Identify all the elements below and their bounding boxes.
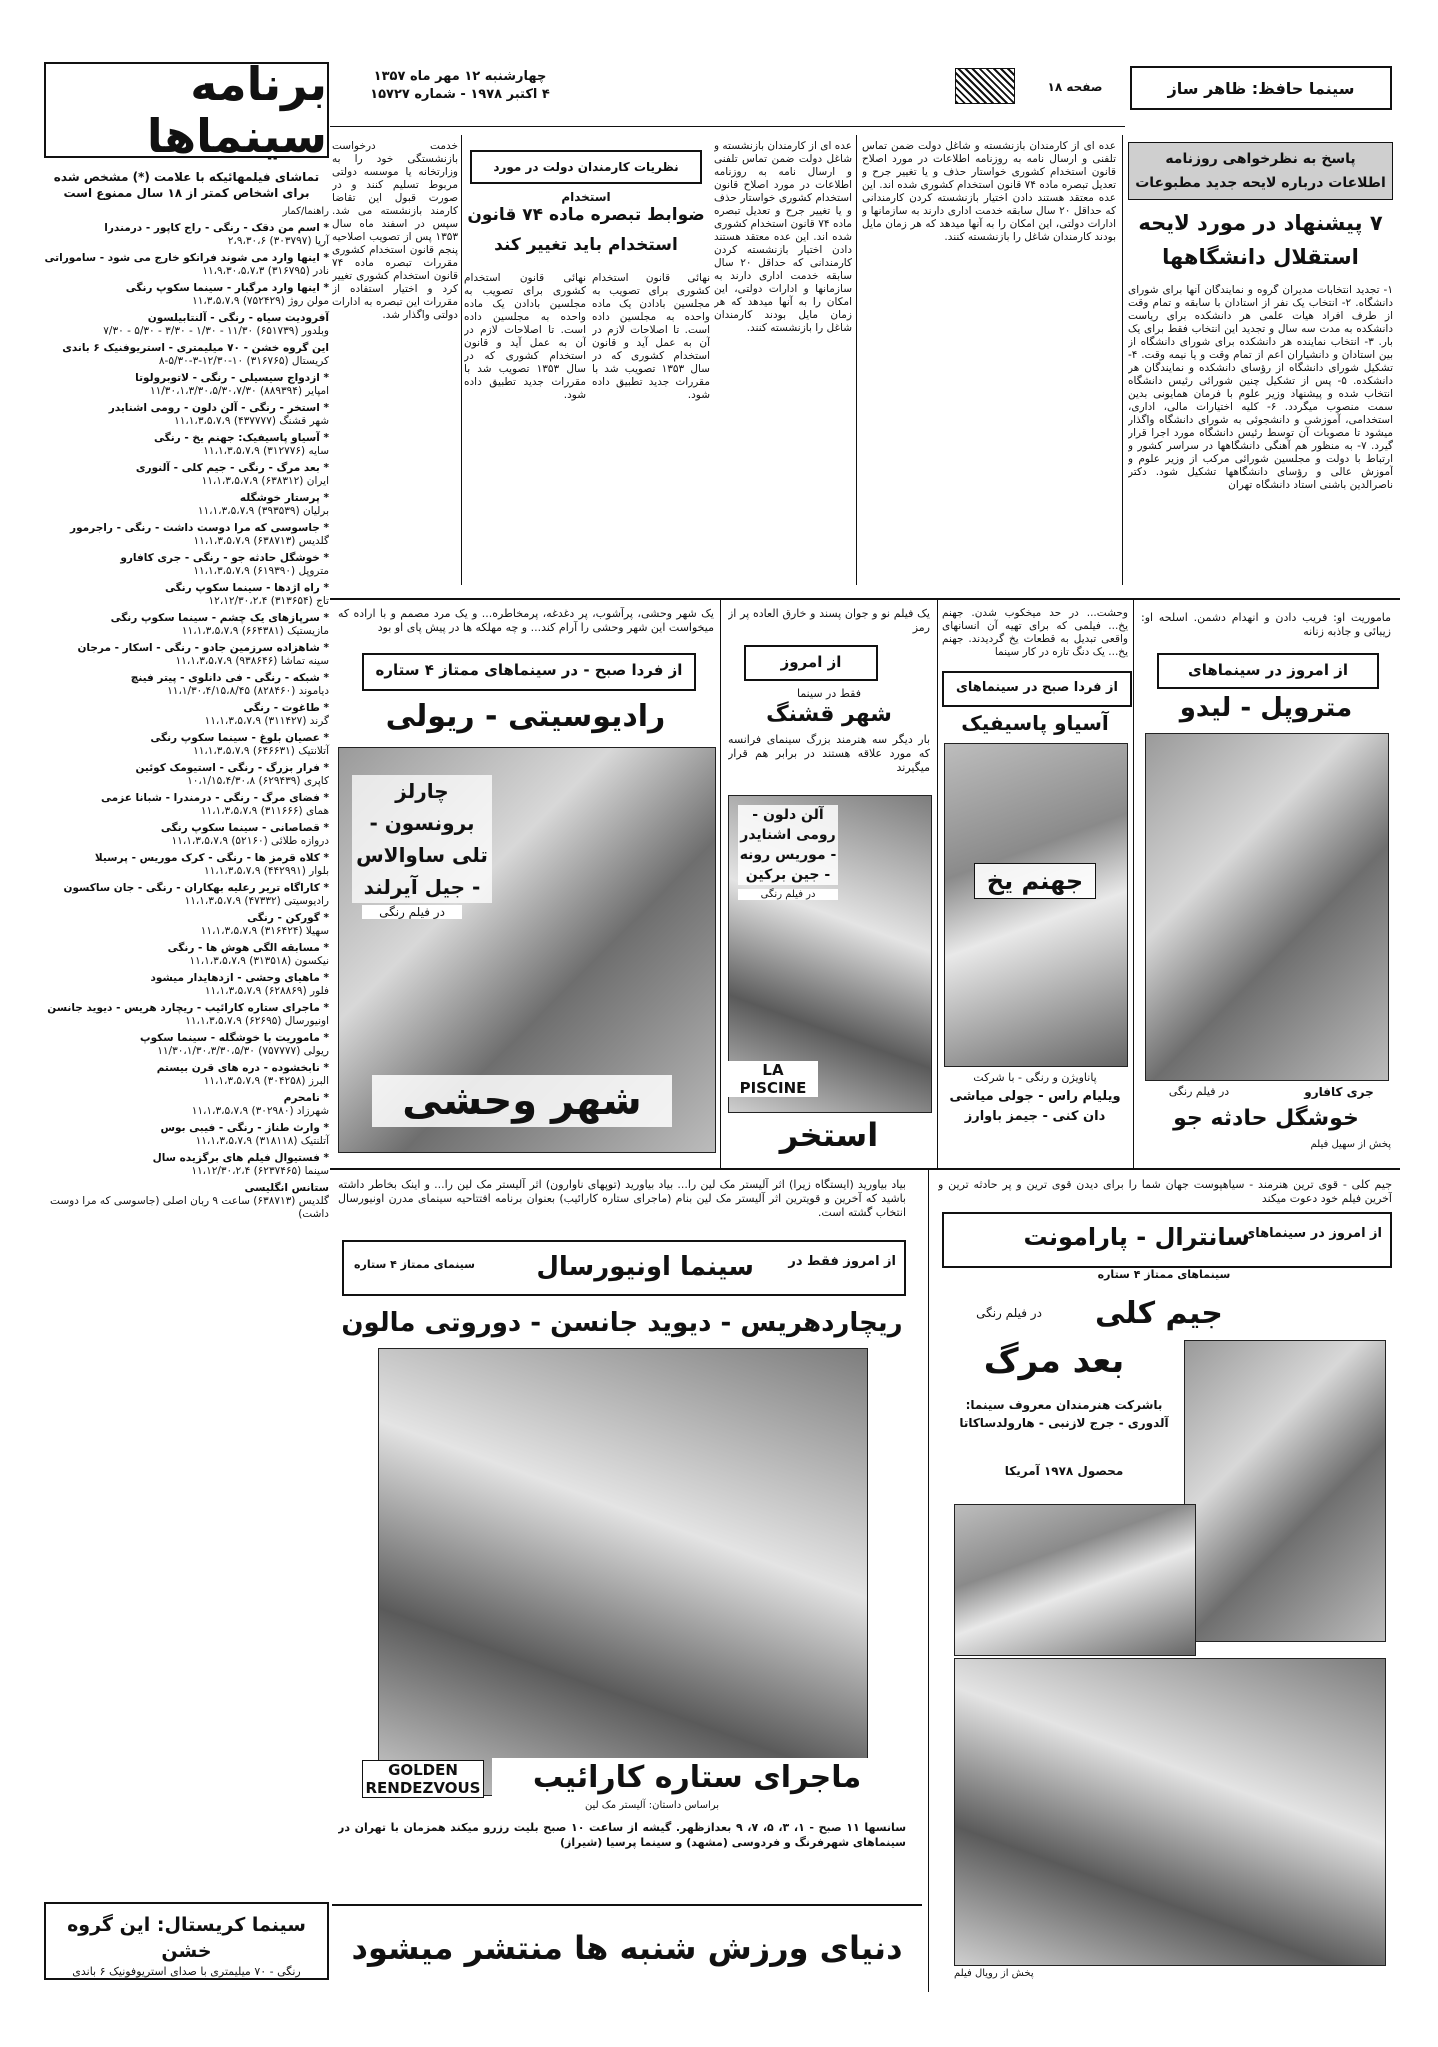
listing-showtimes: نادر (۳۱۶۷۹۵) ۱۱،۹،۳۰،۵،۷،۳ [202,265,329,277]
ad-cast: ریچاردهریس - دیوید جانسن - دوروتی مالون [341,1308,903,1338]
date-block [340,68,580,116]
listing-entry [44,342,329,368]
news-bottom-rule [330,598,1400,600]
listing-entry [44,1092,329,1118]
header-rule [330,126,1125,127]
news-column-3: عده ای از کارمندان بازنشسته و شاغل دولت ضمن تماس تلفنی و ارسال نامه به روزنامه اطلاعات در مورد اصلاح قانون استخدام کشوری خواستار حذف و یا تغییر جرح و تعدیل تبصره ماده ۷۴ قانون استخدام کشوری شده اند. این عده معتقد هستند دادن اختیار بازنشسته کردن کارمندانی که حداقل ۲۰ سال سابقه خدمت اداری دارند به سازمانها و ادارات دولتی، این امکان را به آنها میدهد که هر زمان مایل بودند کارمندان شاغل را بازنشسته کنند. [714,140,852,334]
listing-film-name: * نابخشوده - دره های قرن بیستم [156,1062,329,1074]
listing-film-name: * اینها وارد می شوند فرانکو خارج می شود - ساموراتی [44,252,329,264]
listing-showtimes: اونیورسال (۶۲۶۹۵) ۱۱،۱،۳،۵،۷،۹ [185,1015,329,1027]
ad-cinemas: متروپل - لیدو [1179,693,1353,723]
listing-film-name: * کاراگاه تریر رعلیه بهکاران - رنگی - جان ساکسون [63,882,329,894]
ad-banner: از امروز فقط در [788,1254,896,1269]
listing-film-name: * پرستار خوشگله [239,492,329,504]
listing-entry [44,732,329,758]
listing-showtimes: فلور (۶۲۸۸۶۹) ۱۱،۱،۳،۵،۷،۹ [204,985,329,997]
ad-cast: آلن دلون - رومی اشنایدر - موریس رونه - جین برکین [739,807,837,883]
ad-intro: وحشت... در حد میخکوب شدن. جهنم یخ... فیلمی که برای تهیه آن انسانهای واقعی تبدیل به قطعات یخ گردیدند. جهنم یخ... یک دنگ تازه در کار سینما [942,607,1128,658]
ad-asia-pacific [940,605,1130,1165]
listing-entry [44,1032,329,1058]
ad-intro: جیم کلی - قوی ترین هنرمند - سیاهپوست جهان شما را برای دیدن قوی ترین و پر حادثه ترین و آخرین فیلم خود دعوت میکند [938,1178,1392,1205]
ad-showtimes: سانسها ۱۱ صبح - ۱، ۳، ۵، ۷، ۹ بعدازظهر. گیشه از ساعت ۱۰ صبح بلیت رزرو میکند همزمان با تهران در سینماهای شهرفرنگ و فردوسی (مشهد) و سینما پرسیا (شیراز) [338,1821,906,1849]
ad-banner: از امروز [744,645,878,681]
listing-film-name: * ماجرای ستاره کارائیب - ریچارد هریس - دیوید جانسن [47,1002,329,1014]
ad-color-note: در فیلم رنگی [976,1306,1042,1320]
listing-film-name: * قصاصانی - سینما سکوپ رنگی [160,822,329,834]
cinema-note-box [1130,66,1392,110]
ad-fr-title: LA PISCINE [728,1061,818,1097]
listing-film-name: * راه اژدها - سینما سکوپ رنگی [164,582,329,594]
column-rule [461,135,462,585]
ad-shahr-ghashang [724,605,934,1165]
ad-film-title: استخر [779,1116,879,1154]
listing-film-name: آفرودیت سیاه - رنگی - آلنتابیلسون [147,312,329,324]
listing-film-name: * آسیاو پاسیفیک: جهنم یخ - رنگی [154,432,329,444]
listing-showtimes: گرند (۳۱۱۴۲۷) ۱۱،۱،۳،۵،۷،۹ [204,715,329,727]
ad-photo-action [378,1348,868,1796]
masthead-title: برنامه سینماها [146,57,327,163]
column-rule [937,600,938,1170]
ad-photo-fighter [1184,1340,1386,1642]
ad-photo-cast [954,1504,1196,1656]
listing-film-name: * شاهزاده سرزمین جادو - رنگی - اسکار - مرجان [77,642,329,654]
ad-cinemas: رادیوسیتی - ریولی [385,699,666,734]
news-column-2: عده ای از کارمندان بازنشسته و شاغل دولت ضمن تماس تلفنی و ارسال نامه به روزنامه اطلاعات در مورد اصلاح قانون استخدام کشوری خواستار حذف و یا تغییر جرح و تعدیل تبصره ماده ۷۴ قانون استخدام کشوری شده اند. این عده معتقد هستند دادن اختیار بازنشسته کردن کارمندانی که حداقل ۲۰ سال سابقه خدمت اداری دارند به سازمانها و ادارات دولتی، این امکان را به آنها میدهد که هر زمان مایل بودند کارمندان شاغل را بازنشسته کنند. [862,140,1116,243]
listing-showtimes: دروازه طلائی (۵۲۱۶۰) ۱۱،۱،۳،۵،۷،۹ [171,835,329,847]
listing-film-name: * فضای مرگ - رنگی - درمندرا - شبانا عزمی [101,792,329,804]
ad-color-note: در فیلم رنگی [1168,1085,1230,1098]
listing-film-name: * اسم من دقک - رنگی - راج کاپور - درمندرا [104,222,329,234]
listing-entry [44,822,329,848]
listing-showtimes: البرز (۳۰۴۲۵۸) ۱۱،۱،۳،۵،۷،۹ [203,1075,329,1087]
listing-entry [44,1002,329,1028]
listing-showtimes: شهر قشنگ (۴۳۷۷۷۷) ۱۱،۱،۳،۵،۷،۹ [174,415,329,427]
listing-film-name: * مسابقه الگی هوش ها - رنگی [167,942,329,954]
listing-showtimes: وبلدور (۶۵۱۷۳۹) ۱۱/۳۰ - ۱/۳۰ - ۳/۳۰ - ۵/۳۰ - ۷/۳۰ [103,325,329,337]
ad-cast-1: ویلیام راس - جولی میاشی [949,1089,1121,1104]
listing-film-name: * ماموریت با خوشگله - سینما سکوپ [140,1032,329,1044]
ad-color-note: در فیلم رنگی [362,905,462,919]
middle-rule [330,1168,1400,1170]
news-column-6: خدمت درخواست بازنشستگی خود را به وزارتخانه یا موسسه دولتی مربوط تسلیم کنند و در صورت قبول این تقاضا کارمند بازنشسته می شد. سپس در اسفند ماه سال ۱۳۵۳ پس از تصویب اصلاحیه پنجم قانون استخدام کشوری مقررات تبصره ماده ۷۴ قانون استخدام کشوری تغییر کرد و اختیار استفاده از مقررات این تبصره به ادارات دولتی واگذار شد. [332,140,458,321]
sidebar [44,165,329,1845]
listing-entry [44,792,329,818]
news-column-5: نهائی قانون استخدام کشوری برای تصویب به مجلسین بادادن یک ماده واحده به مجلسین داده است. تا اصلاحات لازم در آن به عمل آید و قانون استخدام کشوری که در سال ۱۳۵۳ تصویب شد با مقررات جدید تطبیق داده شود. [464,272,586,401]
ad-photo-snow [944,743,1128,1067]
column-rule [1133,600,1134,1170]
listing-film-name: * کلاه قرمز ها - رنگی - کرک موریس - پرسیلا [94,852,329,864]
date-gregorian: ۴ اکتبر ۱۹۷۸ - شماره ۱۵۷۲۷ [370,87,550,102]
ad-cinema-name: سینما اونیورسال [536,1252,754,1282]
listing-entry [44,372,329,398]
page-number: صفحه ۱۸ [1047,80,1103,94]
newspaper-logo-icon [955,68,1015,104]
listing-film-name: * ماهیای وحشی - ازدهایدار میشود [150,972,329,984]
listing-showtimes: ایران (۶۳۸۳۱۲) ۱۱،۱،۳،۵،۷،۹ [201,475,329,487]
ad-author: براساس داستان: آلیستر مک لین [584,1800,720,1811]
column-rule [856,135,857,585]
listing-showtimes: گلدیس (۶۳۸۷۱۳) ساعت ۹ ربان اصلی (جاسوسی که مرا دوست داشت) [50,1195,329,1220]
listing-showtimes: آتلنتیک (۳۱۸۱۱۸) ۱۱،۱،۳،۵،۷،۹ [195,1135,329,1147]
cinema-listing [44,222,329,1221]
ad-star: جیم کلی [1095,1296,1223,1331]
listing-showtimes: کریستال (۳۱۶۷۶۵) ۱۰-۱۲/۳۰-۳-۵/۳۰-۸ [158,355,329,367]
ad-film-title: بعد مرگ [983,1341,1125,1381]
listing-showtimes: مازیستیک (۶۶۴۳۸۱) ۱۱،۱،۳،۵،۷،۹ [181,625,329,637]
listing-entry [44,252,329,278]
sports-text: دنیای ورزش شنبه ها منتشر میشود [351,1929,903,1967]
listing-film-name: * نامحرم [283,1092,329,1104]
listing-entry [44,492,329,518]
ad-intro: بیاد بیاورید (ایستگاه زیرا) اثر آلیستر مک لین را... بیاد بیاورید (توپهای ناوارون) اثر آلیستر مک لین را... و اینک بخاطر داشته باشید که آخرین و قویترین اثر آلیستر مک لین بنام (ماجرای ستاره کارائیب) بعنوان برنامه افتتاحیه سینمای مدرن اونیورسال انتخاب گشته است. [338,1178,906,1219]
listing-entry [44,672,329,698]
ad-banner: از امروز در سینماهای [1243,1226,1382,1241]
listing-film-name: * خوشگل حادثه جو - رنگی - جری کافارو [120,552,329,564]
ad-year: محصول ۱۹۷۸ آمریکا [1004,1464,1124,1478]
listing-entry [44,612,329,638]
listing-entry [44,912,329,938]
cinema-note: سینما حافظ: ظاهر ساز [1167,78,1355,98]
listing-showtimes: آریا (۳۰۳۷۹۷) ۲،۹،۳۰،۶ [227,235,329,247]
listing-showtimes: نیکسون (۳۱۳۵۱۸) ۱۱،۱،۳،۵،۷،۹ [189,955,329,967]
listing-entry [44,432,329,458]
ad-distributor: پخش از رویال فیلم [954,1968,1034,1979]
main-headline: ۷ پیشنهاد در مورد لایحه استقلال دانشگاهها [1138,211,1383,269]
news-box-kicker: نظریات کارمندان دولت در مورد استخدام [470,150,702,184]
ad-sports [332,1904,922,1990]
ad-radio-city [332,605,719,1165]
ad-credits: باشرکت هنرمندان معروف سینما: آلدوری - جرج لازنبی - هارولدساکاتا [959,1398,1169,1430]
ad-en-title-2: RENDEZVOUS [365,1779,481,1797]
listing-entry [44,282,329,308]
listing-entry [44,702,329,728]
listing-entry [44,1062,329,1088]
listing-film-name: * اینها وارد مرگبار - سینما سکوپ رنگی [125,282,329,294]
listing-entry [44,1122,329,1148]
ad-cinemas: آسیاو پاسیفیک [961,711,1109,735]
listing-entry [44,582,329,608]
listing-showtimes: برلیان (۳۹۳۵۳۹) ۱۱،۱،۳،۵،۷،۹ [197,505,329,517]
ad-cinemas: سانترال - پارامونت [1023,1223,1250,1251]
listing-film-name: * شبکه - رنگی - فی دانلوی - پیتر فینچ [130,672,329,684]
date-persian: چهارشنبه ۱۲ مهر ماه ۱۳۵۷ [373,69,547,84]
listing-showtimes: شهرزاد (۳۰۲۹۸۰) ۱۱،۱،۳،۵،۷،۹ [191,1105,329,1117]
listing-entry [44,552,329,578]
ad-cast: چارلز برونسون - تلی ساوالاس - جیل آیرلند [352,775,492,903]
listing-film-name: * عصیان بلوغ - سینما سکوپ رنگی [150,732,329,744]
listing-entry [44,402,329,428]
ad-universal [332,1174,912,1892]
ad-stars: سینماهای ممتاز ۴ ستاره [1097,1268,1231,1281]
listing-showtimes: مولن روژ (۷۵۲۴۲۹) ۱۱،۳،۵،۷،۹ [192,295,329,307]
ad-intro: یک فیلم نو و جوان پسند و خارق العاده پر از رمز [728,607,930,634]
listing-entry [44,522,329,548]
listing-showtimes: سینما (۶۲۳۷۴۶۵) ۱۱،۱۲/۳۰،۲،۴ [191,1165,329,1177]
listing-showtimes: آتلانتیک (۶۴۶۶۳۱) ۱۱،۱،۳،۵،۷،۹ [193,745,329,757]
ad-film-title: ماجرای ستاره کارائیب [492,1758,902,1798]
news-box-headline: ضوابط تبصره ماده ۷۴ قانون استخدام باید تغییر کند [467,205,705,255]
listing-entry [44,462,329,488]
ad-photo-battle [954,1658,1386,1966]
ad-film-title: جهنم یخ [974,863,1096,899]
ad-desc: بار دیگر سه هنرمند بزرگ سینمای فرانسه که مورد علاقه هستند در برابر هم قرار میگیرند [728,733,930,774]
listing-entry [44,1152,329,1178]
ad-en-title [362,1760,484,1798]
sidebar-first-label: راهنما/کمار [282,206,329,217]
sidebar-footer-sub: رنگی - ۷۰ میلیمتری با صدای استریوفونیک ۶ باندی [72,1965,301,1978]
ad-format: پاناویژن و رنگی - با شرکت [973,1071,1097,1084]
listing-showtimes: سایه (۳۱۲۷۷۶) ۱۱،۱،۳،۵،۷،۹ [203,445,329,457]
listing-showtimes: بلوار (۴۴۲۹۹۱) ۱۱،۱،۳،۵،۷،۹ [204,865,329,877]
masthead-box [44,57,329,163]
ad-en-title-1: GOLDEN [388,1761,458,1779]
listing-showtimes: گلدیس (۶۳۸۷۱۳) ۱۱،۱،۳،۵،۷،۹ [193,535,329,547]
listing-showtimes: متروپل (۶۱۹۳۹۰) ۱۱،۱،۳،۵،۷،۹ [193,565,329,577]
listing-showtimes: ریولی (۷۵۷۷۷۷) ۱۱/۳۰،۱/۳۰،۳/۳۰،۵/۳۰ [157,1045,329,1057]
ad-banner-box [342,1240,906,1296]
listing-film-name: * گورکن - رنگی [247,912,329,924]
listing-film-name: * بعد مرگ - رنگی - جیم کلی - آلنوری [135,462,329,474]
listing-showtimes: سهیلا (۳۱۶۴۲۴) ۱۱،۱،۳،۵،۷،۹ [200,925,329,937]
listing-entry [44,312,329,338]
listing-entry [44,972,329,998]
listing-entry [44,1182,329,1221]
listing-film-name: * فرار بزرگ - رنگی - استیومک کوئین [135,762,329,774]
ad-intro: یک شهر وحشی، پرآشوب، پر دغدغه، پرمخاطره... و یک مرد مصمم و با اراده که میخواست این شهر وحشی را آرام کند... و چه مهلکه ها در پیش پای او بود [338,607,714,634]
main-article-body: ۱- تجدید انتخابات مدیران گروه و نمایندگان آنها برای شورای دانشگاه. ۲- انتخاب یک نفر از استادان با سابقه و تمام وقت از طرف افراد هیات علمی هر دانشکده برای ریاست دانشکده به مدت سه سال و تجدید این انتخاب فقط برای یک بار. ۳- انتخاب نماینده هر دانشکده برای شورای دانشگاه از بین استادان و دانشیاران اعم از تمام وقت و یا نیمه وقت. ۴- تشکیل شورای دانشگاه از رؤسای دانشکده و نمایندگان هر دانشکده. ۵- پس از تشکیل چنین شورائی رئیس دانشگاه انتخاب شده و پیشنهاد وزیر علوم با فرمان همایونی بدین سمت منصوب میگردد. ۶- کلیه اختیارات مالی، اداری، استخدامی، آموزشی و دانشجوئی به شورای دانشگاه واگذار میشود تا مصوبات آن توسط رئیس دانشگاه مورد اجرا قرار گیرد. ۷- به منظور هم آهنگی دانشگاهها در سراسر کشور و ارتباط با دولت و مجلسین شورائی مرکب از وزیر علوم و آموزش عالی و رؤسای دانشگاهها تشکیل شود. دکتر ناصرالدین باشنی استاد دانشگاه تهران [1128,284,1393,491]
ad-film-title: خوشگل حادثه جو [1173,1106,1359,1131]
ad-photo-heroine [1145,733,1389,1081]
ad-banner: از فردا صبح در سینماهای [942,671,1132,707]
listing-film-name: * طاغوت - رنگی [243,702,329,714]
listing-showtimes: تاج (۳۱۳۶۵۴) ۱۲،۱۲/۳۰،۲،۴ [208,595,329,607]
listing-showtimes: دیاموند (۸۲۸۴۶۰) ۱۱،۱/۳۰،۴/۱۵،۸/۴۵ [167,685,329,697]
listing-film-name: این گروه خشن - ۷۰ میلیمتری - استریوفنیک ۶ باندی [62,342,329,354]
sidebar-footer-box [44,1902,329,1980]
ad-banner-box [942,1212,1392,1268]
sidebar-intro: تماشای فیلمهائیکه با علامت (*) مشخص شده برای اشخاص کمتر از ۱۸ سال ممنوع است [53,170,320,200]
listing-film-name: * سرپازهای یک چشم - سینما سکوپ رنگی [110,612,329,624]
ad-color-note: در فیلم رنگی [738,889,838,900]
listing-entry [44,222,329,248]
listing-showtimes: همای (۳۱۱۶۶۶) ۱۱،۱،۳،۵،۷،۹ [200,805,329,817]
listing-showtimes: امپایر (۸۸۹۳۹۴) ۱۱/۳۰،۱،۳/۳۰،۵/۳۰،۷/۳۰ [149,385,329,397]
ad-distributor: پخش از سهیل فیلم [1310,1139,1391,1150]
ad-star: جری کافارو [1304,1085,1374,1099]
listing-showtimes: کاپری (۶۲۹۴۳۹) ۱۰،۱/۱۵،۴/۳۰،۸ [187,775,329,787]
listing-film-name: * استخر - رنگی - آلن دلون - رومی اشنایدر [108,402,329,414]
listing-entry [44,642,329,668]
ad-metropol [1137,605,1395,1165]
listing-film-name: * ازدواج سیسیلی - رنگی - لاتوبرولوتا [135,372,329,384]
listing-showtimes: سینه تماشا (۹۳۸۶۴۶) ۱۱،۱،۳،۵،۷،۹ [175,655,329,667]
column-rule [1122,135,1123,585]
listing-showtimes: رادیوسیتی (۴۷۳۳۲) ۱۱،۱،۳،۵،۷،۹ [184,895,329,907]
listing-film-name: ستانس انگلیسی [244,1182,329,1194]
ad-central [934,1174,1396,1992]
ad-only-in: فقط در سینما [796,687,862,700]
ad-banner: از فردا صبح - در سینماهای ممتاز ۴ ستاره [362,653,696,691]
listing-entry [44,882,329,908]
ad-cast-2: دان کنی - جیمز باوارز [964,1109,1106,1124]
listing-film-name: * فستیوال فیلم های برگزیده سال [152,1152,329,1164]
listing-film-name: * جاسوسی که مرا دوست داشت - رنگی - راجرمور [70,522,329,534]
ad-intro: ماموریت او: فریب دادن و انهدام دشمن. اسلحه او: زیبائی و جاذبه زنانه [1141,611,1391,638]
ad-film-title: شهر وحشی [372,1075,672,1127]
ad-cinema-name: شهر قشنگ [766,702,892,727]
ad-stars: سینمای ممتاز ۴ ستاره [354,1258,475,1271]
column-rule [928,1170,929,1992]
main-kicker: پاسخ به نظرخواهی روزنامه اطلاعات درباره لایحه جدید مطبوعات [1128,142,1393,200]
news-column-4: نهائی قانون استخدام کشوری برای تصویب به مجلسین بادادن یک ماده واحده به مجلسین داده است. تا اصلاحات لازم در آن به عمل آید و قانون استخدام کشوری که در سال ۱۳۵۳ تصویب شد با مقررات جدید تطبیق داده شود. [592,272,710,401]
listing-entry [44,852,329,878]
listing-entry [44,762,329,788]
ad-banner: از امروز در سینماهای [1157,653,1379,689]
listing-entry [44,942,329,968]
column-rule [720,600,721,1170]
listing-film-name: * وارث طناز - رنگی - فیبی بوس [160,1122,329,1134]
sidebar-footer-title: سینما کریستال: این گروه خشن [67,1914,306,1962]
